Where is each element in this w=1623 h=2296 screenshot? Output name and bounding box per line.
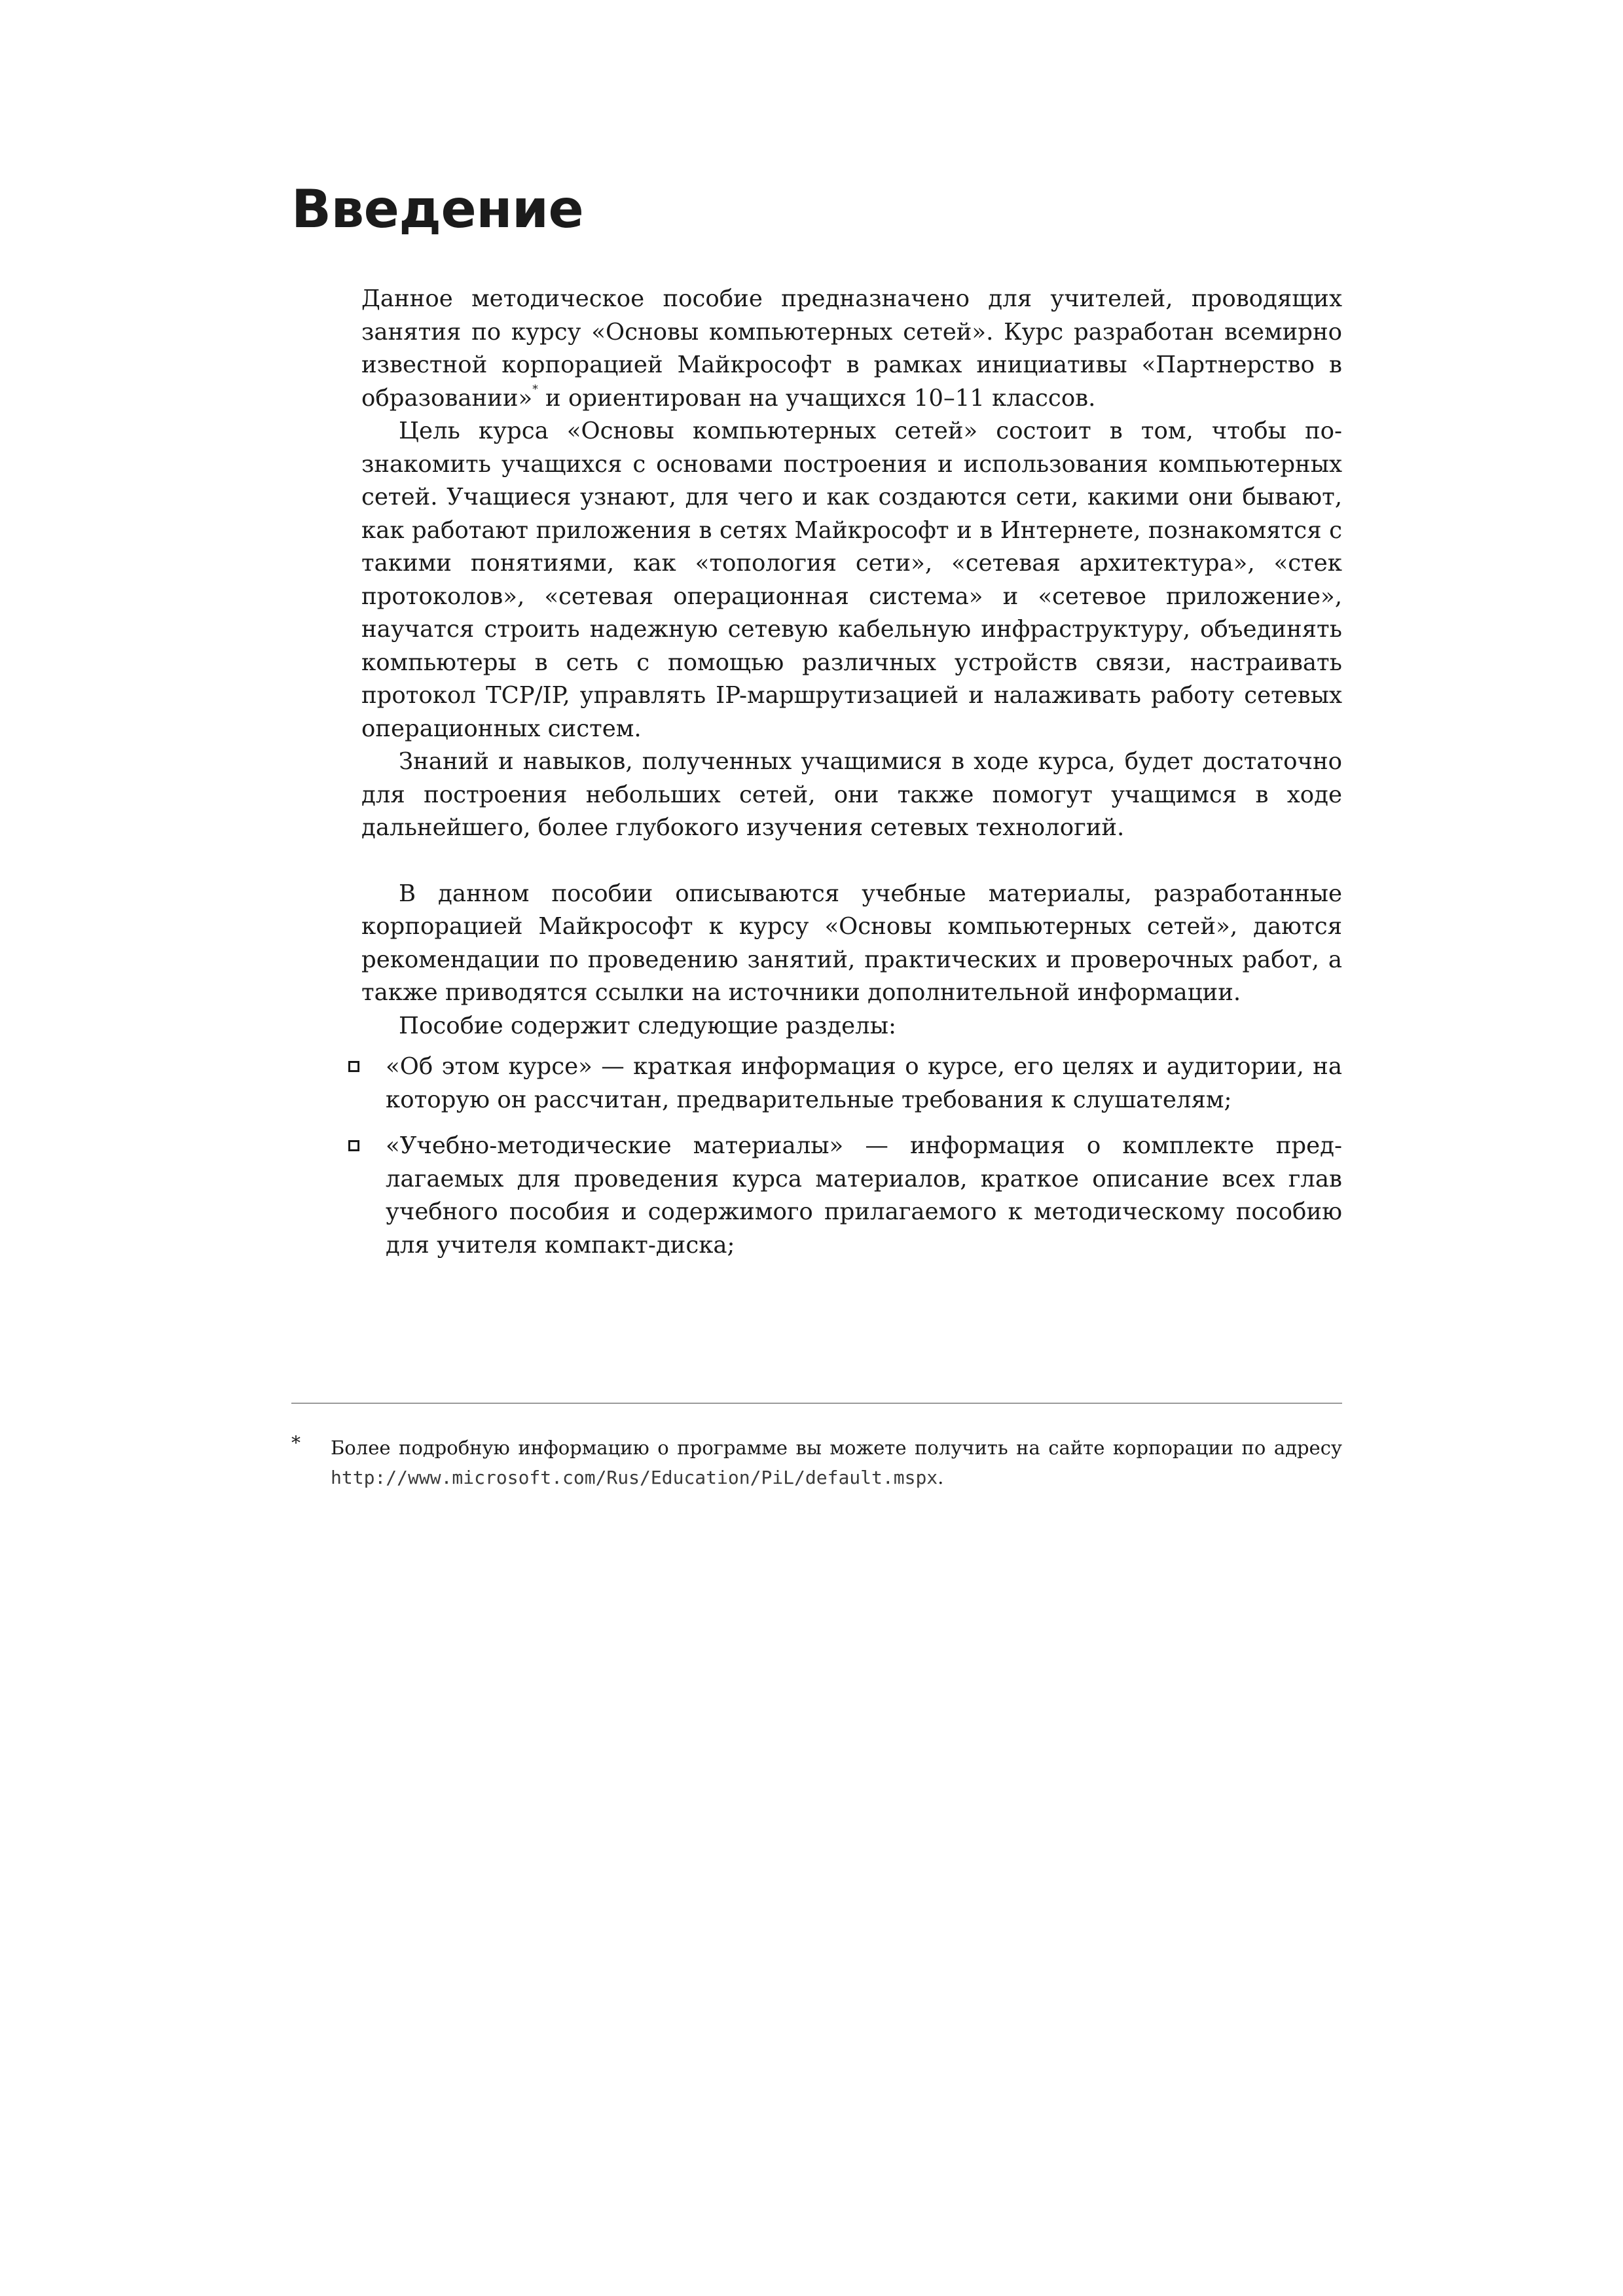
paragraph-sections-intro: Пособие содержит следующие разделы:	[399, 1012, 896, 1039]
footnote-marker: *	[291, 1432, 301, 1454]
list-item-text: «Об этом курсе» — краткая информация о курсе, его целях и аудитории, на которую он рассчитан, предварительные требования к слушателям;	[386, 1053, 1342, 1113]
paragraph-materials: В данном пособии описываются учебные материалы, разработанные корпорацией Майкрософт к курсу «Основы компьютерных сетей», даются рекомендации по проведению занятий, практических и проверочных работ, а также приводятся ссылки на источники дополнительной информации.	[361, 880, 1342, 1006]
footnote	[291, 1433, 1342, 1492]
footnote-text: Более подробную информацию о программе вы можете получить на сайте корпорации по адресу	[331, 1437, 1342, 1459]
paragraph-intro-text: Данное методическое пособие предназначено для учителей, проводящих занятия по курсу «Основы компьютерных сетей». Курс разработан всемирно известной корпорацией Майкрософт в рамках инициативы «Партнерство в образовании»	[361, 285, 1342, 412]
paragraph-skills: Знаний и навыков, полученных учащимися в ходе курса, будет достаточно для построения небольших сетей, они также помогут учащимся в ходе дальнейшего, более глубокого изучения сетевых технологий.	[361, 748, 1342, 841]
footnote-reference[interactable]: *	[532, 382, 538, 396]
main-text	[361, 283, 1342, 1275]
sections-list	[348, 1050, 1342, 1262]
checkbox-bullet-icon	[348, 1140, 359, 1151]
paragraph-intro	[361, 283, 1342, 415]
list-item	[348, 1130, 1342, 1262]
page-title: Введение	[291, 179, 584, 240]
footnote-end: .	[938, 1466, 944, 1488]
footnote-divider	[291, 1403, 1342, 1404]
checkbox-bullet-icon	[348, 1061, 359, 1072]
list-item-text: «Учебно-методические материалы» — информация о комплекте предлагаемых для проведения курса материалов, краткое описание всех глав учебного пособия и содержимого прилагаемого к методическому пособию для учителя компакт-диска;	[386, 1132, 1342, 1259]
footnote-body	[331, 1433, 1342, 1492]
list-item	[348, 1050, 1342, 1117]
paragraph-intro-tail: и ориентирован на учащихся 10–11 классов.	[538, 384, 1096, 412]
footnote-url-link[interactable]: http://www.microsoft.com/Rus/Education/PiL/default.mspx	[331, 1467, 938, 1488]
paragraph-course-goal: Цель курса «Основы компьютерных сетей» состоит в том, чтобы познакомить учащихся с основами построения и использования компьютерных сетей. Учащиеся узнают, для чего и как создаются сети, какими они бывают, как работают приложения в сетях Майкрософт и в Интернете, познакомятся с такими понятиями, как «топология сети», «сетевая архитектура», «стек протоколов», «сетевая операционная система» и «сетевое приложение», научатся строить надежную сетевую кабельную инфраструктуру, объединять компьютеры в сеть с помощью различных устройств связи, настраивать протокол TCP/IP, управлять IP-маршрутизацией и налаживать работу сетевых операционных систем.	[361, 418, 1342, 742]
